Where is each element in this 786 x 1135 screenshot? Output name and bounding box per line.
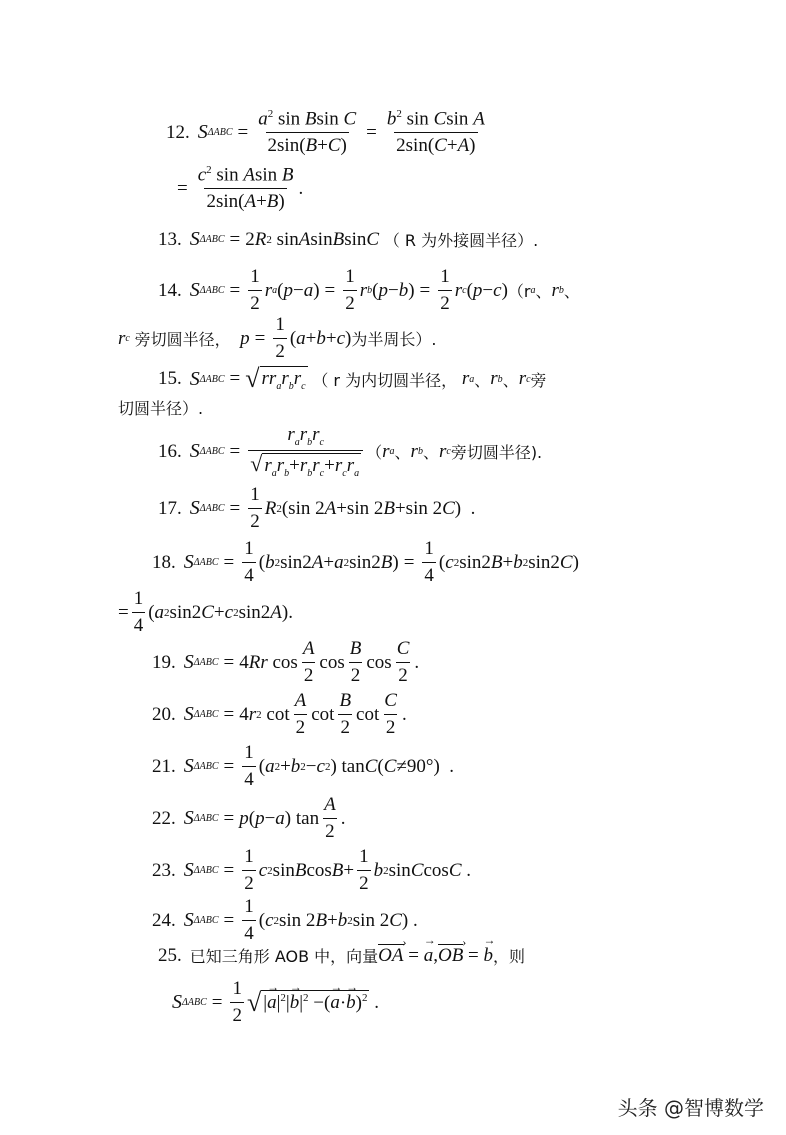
item-number: 19.	[152, 651, 176, 673]
formula-12-cont: = $\frac{c^2 \sin Asin B}{2\sin(A+B)}$ .	[177, 164, 304, 213]
note-15a: （ r 为内切圆半径，	[312, 370, 458, 390]
formula-14: 14. S ΔABC = $\frac{1}{2}$ r a ( p − a ) = $\frac{1}{2}$ r b ( p − b ) = $\frac{1}{2}$ r c ( p − c ) （r a 、 r b 、	[158, 266, 580, 314]
watermark: 头条 @智博数学	[617, 1096, 764, 1120]
formula-18: 18. S ΔABC = $\frac{1}{4}$ ( b 2 sin2 A + a 2 sin2 B ) = $\frac{1}{4}$ ( c 2 sin2 B + b 2 sin2 C )	[152, 538, 579, 586]
item-number: 25.	[158, 944, 182, 966]
formula-15: 15. S ΔABC = √ $rr_ar_br_c$ （ r 为内切圆半径， r a 、 r b 、 r c 旁	[158, 364, 547, 393]
item-number: 17.	[158, 497, 182, 519]
item-number: 16.	[158, 440, 182, 462]
formula-12: 12. S ΔABC = $\frac{a^2 \sin Bsin C}{2\sin(B+C)}$ = $\frac{b^2 \sin Csin A}{2\sin(C+A)}$	[166, 108, 485, 157]
item-number: 18.	[152, 551, 176, 573]
item-number: 23.	[152, 859, 176, 881]
note-25b: ，则	[493, 947, 526, 966]
formula-25: 25. 已知三角形 AOB 中，向量 OA › = → a , OB › = → b ，则	[158, 944, 525, 967]
formula-24: 24. S ΔABC = $\frac{1}{4}$ ( c 2 sin 2 B + b 2 sin 2 C ) .	[152, 896, 418, 944]
item-number: 20.	[152, 703, 176, 725]
item-number: 21.	[152, 755, 176, 777]
item-number: 12.	[166, 121, 190, 143]
formula-14-cont: r c 旁切圆半径， p = $\frac{1}{2}$ ( a + b + c ) 为半周长）.	[118, 314, 437, 362]
item-number: 14.	[158, 279, 182, 301]
note-16: 旁切圆半径).	[450, 443, 543, 462]
formula-16: 16. S ΔABC = $r_ar_br_c$ √ $r_ar_b+r_br_c+r_cr_a$ （ r a 、 r b 、 r c 旁切圆半径).	[158, 424, 543, 479]
note-14c: 为半周长）.	[351, 330, 437, 349]
formula-15-cont	[118, 396, 203, 419]
note-25: 已知三角形 AOB 中，向量	[189, 947, 379, 966]
formula-18-cont: = $\frac{1}{4}$ ( a 2 sin2 C + c 2 sin2 A ).	[118, 588, 293, 636]
note-15c: 切圆半径）.	[118, 399, 204, 418]
formula-17: 17. S ΔABC = $\frac{1}{2}$ R 2 (sin 2 A +sin 2 B +sin 2 C ) .	[158, 484, 476, 532]
item-number: 22.	[152, 807, 176, 829]
formula-13: 13. S ΔABC = 2 R 2 sin A sin B sin C （ R 为外接圆半径）.	[158, 228, 539, 250]
formula-19: 19. S ΔABC = 4 Rr cos $\frac{A}{2}$ cos $\frac{B}{2}$ cos $\frac{C}{2}$ .	[152, 638, 420, 686]
formula-25-cont: S ΔABC = $\frac{1}{2}$ √ |→ $a|^2|\to b|^2$ −(→ a·→ b)$^2$ .	[172, 978, 379, 1027]
formula-22: 22. S ΔABC = p ( p − a ) tan $\frac{A}{2}$ .	[152, 794, 346, 842]
item-number: 24.	[152, 909, 176, 931]
formula-23: 23. S ΔABC = $\frac{1}{2}$ c 2 sin B cos B + $\frac{1}{2}$ b 2 sin C cos C .	[152, 846, 472, 894]
item-number: 15.	[158, 368, 182, 389]
note-14a: （r	[507, 282, 531, 301]
formula-20: 20. S ΔABC = 4 r 2 cot $\frac{A}{2}$ cot $\frac{B}{2}$ cot $\frac{C}{2}$ .	[152, 690, 407, 738]
note-13: （ R 为外接圆半径）.	[383, 231, 539, 250]
note-15b: 旁	[530, 370, 547, 390]
note-14b: 旁切圆半径，	[134, 330, 231, 349]
formula-21: 21. S ΔABC = $\frac{1}{4}$ ( a 2 + b 2 − c 2 ) tan C ( C ≠90°) .	[152, 742, 455, 790]
item-number: 13.	[158, 228, 182, 250]
